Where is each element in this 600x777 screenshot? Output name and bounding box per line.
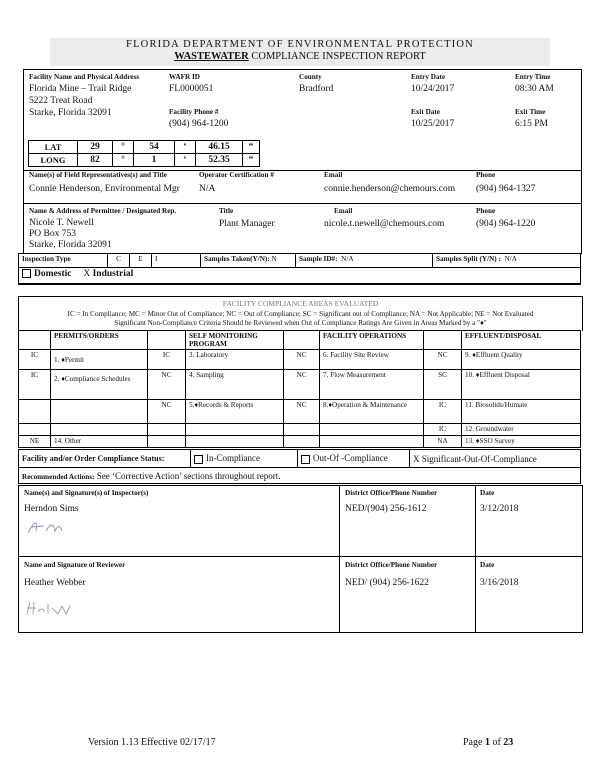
compliance-row xyxy=(19,424,581,436)
compliance-row xyxy=(19,370,581,400)
entry-date-label: Entry Date xyxy=(411,73,446,81)
county-label: County xyxy=(299,73,322,81)
samples-split-label: Samples Split (Y/N) : xyxy=(436,255,501,263)
item-operation-maintenance: 8.♦Operation & Maintenance xyxy=(320,400,424,424)
deg-symbol: ° xyxy=(113,141,134,154)
rating-laboratory: IC xyxy=(148,350,186,370)
permittee-addr2: Starke, Florida 32091 xyxy=(29,240,112,250)
field-rep-block xyxy=(23,169,582,204)
item-other: 14. Other xyxy=(51,436,148,448)
samples-taken: N xyxy=(271,255,277,263)
reviewer-office: NED/ (904) 256-1622 xyxy=(345,578,429,588)
agency-title: FLORIDA DEPARTMENT OF ENVIRONMENTAL PROTECTION xyxy=(126,39,474,50)
inspector-signature-scrawl xyxy=(24,517,114,539)
permittee-block xyxy=(23,203,582,254)
status-label: Facility and/or Order Compliance Status: xyxy=(19,450,191,468)
field-rep-email-label: Email xyxy=(324,171,343,179)
out-of-compliance-label: Out-Of -Compliance xyxy=(313,453,388,464)
facility-address2: Starke, Florida 32091 xyxy=(29,108,112,118)
entry-time: 08:30 AM xyxy=(515,84,554,94)
reviewer-signature-scrawl xyxy=(24,598,114,620)
long-row xyxy=(29,154,260,167)
op-cert-value: N/A xyxy=(199,184,216,194)
reviewer-signature xyxy=(24,598,114,625)
item-flow-measurement: 7. Flow Measurement xyxy=(320,370,424,400)
footer-version: Version 1.13 Effective 02/17/17 xyxy=(88,737,216,748)
report-title-bold: WASTEWATER xyxy=(174,51,249,62)
facility-name: Florida Mine – Trail Ridge xyxy=(29,84,132,94)
item-records-reports: 5.♦Records & Reports xyxy=(186,400,284,424)
compliance-row xyxy=(19,350,581,370)
inspector-signature xyxy=(24,517,114,543)
item-sampling: 4. Sampling xyxy=(186,370,284,400)
out-of-compliance-checkbox[interactable] xyxy=(301,455,310,464)
facility-phone-label: Facility Phone # xyxy=(169,108,219,116)
col-self-monitoring: SELF MONITORING PROGRAM xyxy=(186,331,284,350)
long-min: 1 xyxy=(134,154,175,167)
entry-date: 10/24/2017 xyxy=(411,84,455,94)
page-of: of xyxy=(489,737,504,748)
county: Bradford xyxy=(299,84,334,94)
facility-name-label: Facility Name and Physical Address xyxy=(29,73,140,81)
compliance-legend-2: Significant Non-Compliance Criteria Should be Reviewed when Out of Compliance Ratings Are Given in Areas Marked by a "♦" xyxy=(114,319,487,327)
footer-page xyxy=(463,737,513,748)
lat-row xyxy=(29,141,260,154)
reviewer-date-label: Date xyxy=(480,561,495,569)
facility-block xyxy=(23,69,582,171)
sec-symbol: “ xyxy=(243,141,260,154)
permittee-label: Name & Address of Permittee / Designated Rep. xyxy=(29,207,177,215)
samples-split: N/A xyxy=(504,255,517,263)
col-effluent-disposal: EFFLUENT/DISPOSAL xyxy=(462,331,581,350)
facility-address1: 5222 Treat Road xyxy=(29,96,93,106)
item-effluent-quality: 9. ♦Effluent Quality xyxy=(462,350,581,370)
field-rep-phone: (904) 964-1327 xyxy=(476,184,536,194)
inspection-type-c: C xyxy=(108,254,130,268)
samples-taken-label: Samples Taken(Y/N): xyxy=(204,255,270,263)
inspection-type-i: I xyxy=(152,254,201,268)
inspection-type-e: E xyxy=(130,254,152,268)
rating-records-reports: NC xyxy=(148,400,186,424)
in-compliance-checkbox[interactable] xyxy=(194,455,203,464)
exit-date-label: Exit Date xyxy=(411,108,440,116)
item-site-review: 6. Facility Site Review xyxy=(320,350,424,370)
coordinates-table xyxy=(28,140,260,167)
signature-block xyxy=(18,485,583,633)
rating-site-review: NC xyxy=(284,350,320,370)
status-table xyxy=(18,449,581,484)
permittee-email: nicole.t.newell@chemours.com xyxy=(324,219,445,229)
lat-sec: 46.15 xyxy=(196,141,243,154)
lat-deg: 29 xyxy=(78,141,113,154)
compliance-legend-1: IC = In Compliance; MC = Minor Out of Compliance; NC = Out of Compliance; SC = Significant out of Compliance; NA = Not Applicable; NE = Not Evaluated xyxy=(67,310,534,318)
page-prefix: Page xyxy=(463,737,485,748)
permittee-email-label: Email xyxy=(334,207,353,215)
rating-compliance-schedules: IC xyxy=(19,370,51,400)
compliance-row xyxy=(19,436,581,448)
recommended-actions-text: See ‘Corrective Action’ sections throughout report. xyxy=(96,470,281,481)
compliance-header xyxy=(18,296,583,331)
item-laboratory: 3. Laboratory xyxy=(186,350,284,370)
in-compliance-label: In-Compliance xyxy=(206,453,260,464)
significant-label: Significant-Out-Of-Compliance xyxy=(421,453,537,464)
item-compliance-schedules: 2. ♦Compliance Schedules xyxy=(51,370,148,400)
compliance-header-row xyxy=(19,331,581,350)
page-total: 23 xyxy=(503,737,514,748)
reviewer-name: Heather Webber xyxy=(24,578,86,588)
facility-type-row xyxy=(19,268,581,284)
sample-id: N/A xyxy=(341,255,354,263)
inspection-type-label: Inspection Type xyxy=(19,254,108,268)
field-rep-value: Connie Henderson, Environmental Mgr xyxy=(29,184,180,194)
recommended-actions-label: Recommended Actions: xyxy=(22,472,95,481)
report-title xyxy=(50,51,550,62)
rating-sampling: NC xyxy=(148,370,186,400)
long-label: LONG xyxy=(29,154,78,167)
permittee-phone: (904) 964-1220 xyxy=(476,219,536,229)
col-permits-orders: PERMITS/ORDERS xyxy=(51,331,148,350)
rating-groundwater: IC xyxy=(424,424,462,436)
field-rep-label: Name(s) of Field Representatives(s) and Title xyxy=(29,171,167,179)
rating-other: NE xyxy=(19,436,51,448)
exit-time-label: Exit Time xyxy=(515,108,546,116)
wafr-id: FL0000051 xyxy=(169,84,214,94)
long-sec: 52.35 xyxy=(196,154,243,167)
page-number: 1 xyxy=(484,737,490,748)
op-cert-label: Operator Certification # xyxy=(199,171,274,179)
rating-flow-measurement: NC xyxy=(284,370,320,400)
inspector-date: 3/12/2018 xyxy=(480,504,519,514)
rating-effluent-disposal: SC xyxy=(424,370,462,400)
compliance-table xyxy=(18,330,581,448)
reviewer-office-label: District Office/Phone Number xyxy=(345,561,438,569)
exit-time: 6:15 PM xyxy=(515,119,548,129)
deg-symbol: ° xyxy=(113,154,134,167)
wafr-label: WAFR ID xyxy=(169,73,200,81)
permittee-title-label: Title xyxy=(219,207,234,215)
item-biosolids: 11. Biosolids/Humate xyxy=(462,400,581,424)
long-deg: 82 xyxy=(78,154,113,167)
exit-date: 10/25/2017 xyxy=(411,119,455,129)
item-effluent-disposal: 10. ♦Effluent Disposal xyxy=(462,370,581,400)
reviewer-date: 3/16/2018 xyxy=(480,578,519,588)
recommended-actions xyxy=(19,468,581,484)
item-permit: 1. ♦Permit xyxy=(51,350,148,370)
item-sso-survey: 13. ♦SSO Survey xyxy=(462,436,581,448)
domestic-label: Domestic xyxy=(34,269,72,279)
lat-label: LAT xyxy=(29,141,78,154)
industrial-label: Industrial xyxy=(92,269,134,279)
inspector-name: Herndon Sims xyxy=(24,504,79,514)
rating-sso-survey: NA xyxy=(424,436,462,448)
rating-permit: IC xyxy=(19,350,51,370)
inspection-type-table xyxy=(18,253,581,285)
permittee-phone-label: Phone xyxy=(476,207,496,215)
inspector-date-label: Date xyxy=(480,489,495,497)
report-title-rest: COMPLIANCE INSPECTION REPORT xyxy=(248,51,426,62)
inspector-office: NED/(904) 256-1612 xyxy=(345,504,427,514)
permittee-name: Nicole T. Newell xyxy=(29,218,94,228)
item-groundwater: 12. Groundwater xyxy=(462,424,581,436)
compliance-row xyxy=(19,400,581,424)
min-symbol: ‘ xyxy=(175,154,196,167)
inspector-office-label: District Office/Phone Number xyxy=(345,489,438,497)
field-rep-phone-label: Phone xyxy=(476,171,496,179)
rating-operation-maintenance: NC xyxy=(284,400,320,424)
rating-effluent-quality: NC xyxy=(424,350,462,370)
entry-time-label: Entry Time xyxy=(515,73,551,81)
permittee-title: Plant Manager xyxy=(219,219,275,229)
sec-symbol: “ xyxy=(243,154,260,167)
field-rep-email: connie.henderson@chemours.com xyxy=(324,184,456,194)
permittee-addr1: PO Box 753 xyxy=(29,229,76,239)
inspector-label: Name(s) and Signature(s) of Inspector(s) xyxy=(24,489,149,497)
facility-phone: (904) 964-1200 xyxy=(169,119,229,129)
rating-biosolids: IC xyxy=(424,400,462,424)
lat-min: 54 xyxy=(134,141,175,154)
domestic-checkbox[interactable] xyxy=(22,269,31,278)
reviewer-label: Name and Signature of Reviewer xyxy=(24,561,126,569)
significant-mark[interactable]: X xyxy=(413,453,420,464)
col-facility-operations: FACILITY OPERATIONS xyxy=(320,331,424,350)
sample-id-label: Sample ID#: xyxy=(299,255,338,263)
min-symbol: ‘ xyxy=(175,141,196,154)
compliance-title: FACILITY COMPLIANCE AREAS EVALUATED xyxy=(222,299,379,308)
industrial-mark[interactable]: X xyxy=(83,269,91,279)
